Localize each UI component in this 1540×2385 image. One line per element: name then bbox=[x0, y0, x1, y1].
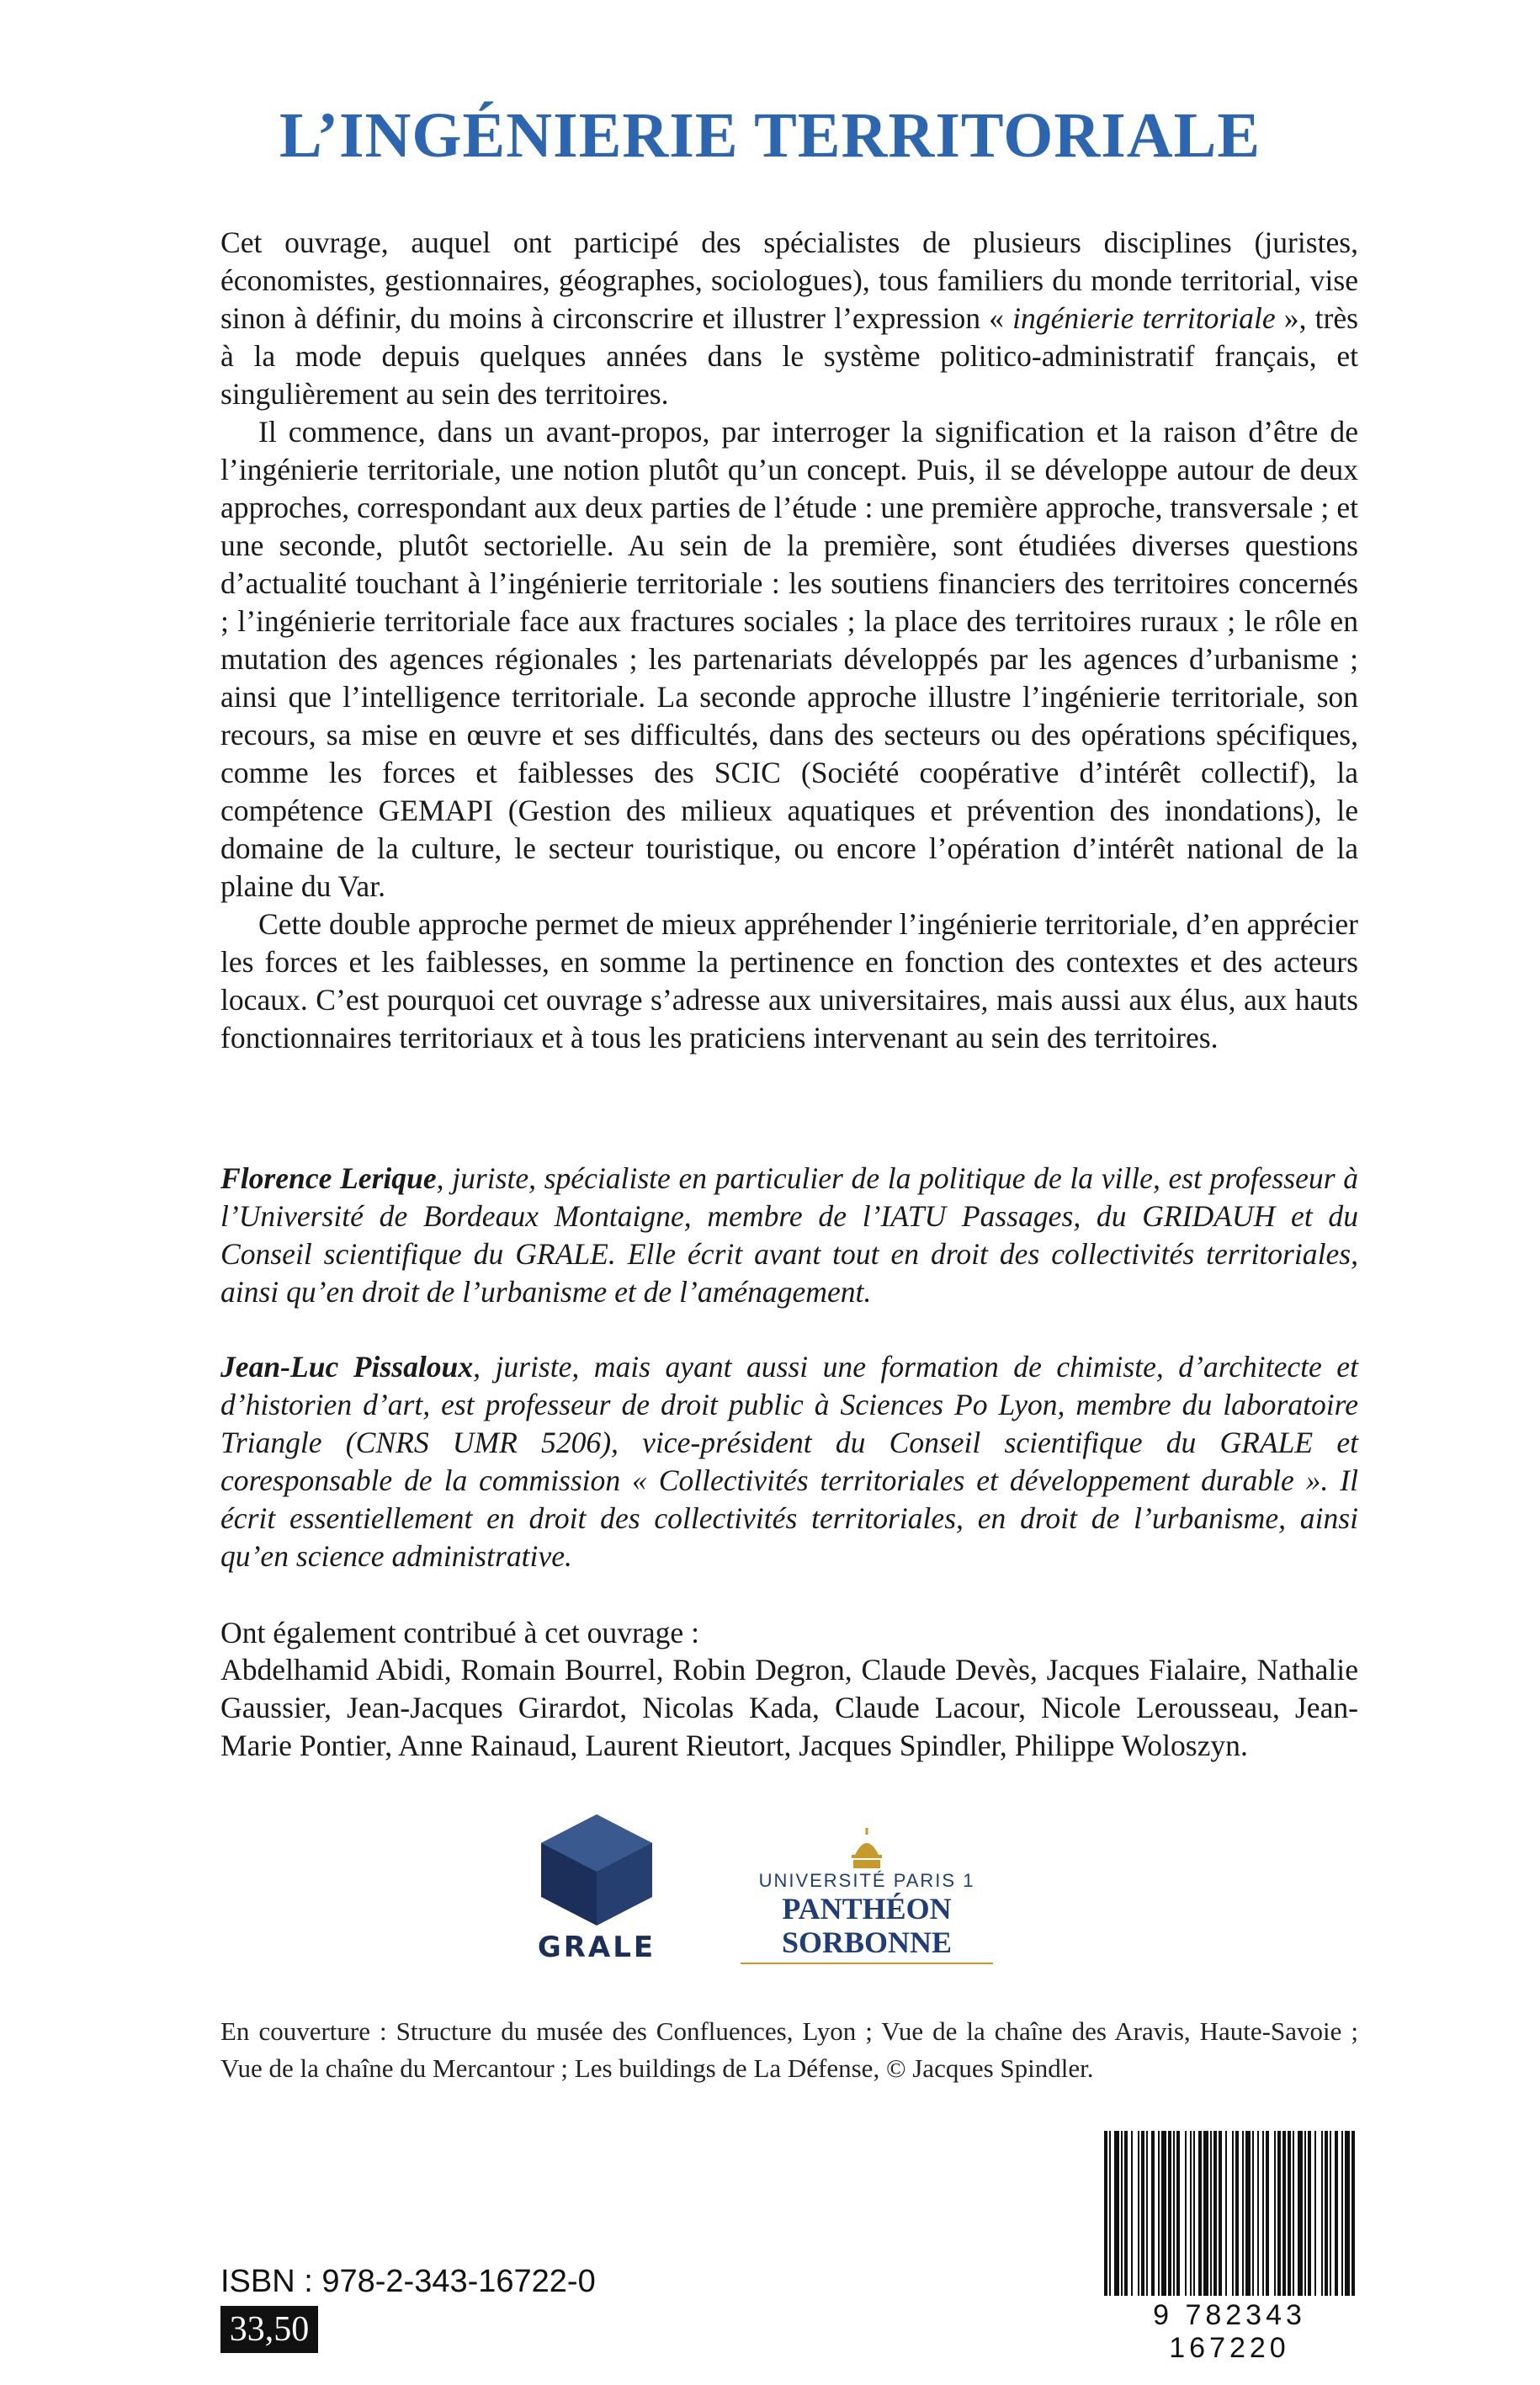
sorbonne-underline bbox=[741, 1963, 993, 1964]
summary-p1-start: Cet ouvrage, auquel ont participé des spécialistes de plusieurs disciplines (juristes, économistes, gestionnaires, géographes, sociologues), tous familiers du monde territorial, vise sinon à définir, du moins à circonscrire et illustrer l’expression « bbox=[220, 226, 1358, 335]
sorbonne-dome-icon bbox=[848, 1828, 885, 1868]
summary-paragraph-3: Cette double approche permet de mieux appréhender l’ingénierie territoriale, d’en apprécier les forces et les faiblesses, en somme la pertinence en fonction des contextes et des acteurs locaux. C’est pourquoi cet ouvrage s’adresse aux universitaires, mais aussi aux élus, aux hauts fonctionnaires territoriaux et à tous les praticiens intervenant au sein des territoires. bbox=[220, 907, 1358, 1054]
barcode-bar bbox=[1262, 2131, 1264, 2296]
summary-p1-end: », très à la mode depuis quelques années dans le système politico-administratif français, et singulièrement au sein des territoires. bbox=[220, 301, 1358, 411]
barcode-bar bbox=[1345, 2131, 1350, 2296]
barcode-bar bbox=[1210, 2131, 1212, 2296]
contributors-intro: Ont également contribué à cet ouvrage : bbox=[220, 1616, 700, 1649]
barcode-bar bbox=[1314, 2131, 1316, 2296]
barcode-bar bbox=[1213, 2131, 1217, 2296]
barcode-bar bbox=[1252, 2131, 1254, 2296]
sorbonne-university-name: PANTHÉON SORBONNE bbox=[781, 1892, 953, 1959]
barcode-bar bbox=[1277, 2131, 1281, 2296]
barcode-bar bbox=[1185, 2131, 1187, 2296]
barcode-bar bbox=[1266, 2131, 1269, 2296]
summary-p1-term: ingénierie territoriale bbox=[1012, 301, 1276, 335]
author-bio-1 bbox=[220, 1160, 1358, 1311]
barcode-bar bbox=[1330, 2131, 1331, 2296]
barcode-bar bbox=[1193, 2131, 1195, 2296]
barcode-bar bbox=[1176, 2131, 1180, 2296]
barcode-bar bbox=[1104, 2131, 1107, 2296]
grale-logo-text: GRALE bbox=[537, 1931, 656, 1964]
barcode-bar bbox=[1335, 2131, 1338, 2296]
barcode-bar bbox=[1158, 2131, 1160, 2296]
author-bio-2 bbox=[220, 1348, 1358, 1575]
barcode-bar bbox=[1245, 2131, 1251, 2296]
barcode-bar bbox=[1341, 2131, 1343, 2296]
isbn: ISBN : 978-2-343-16722-0 bbox=[220, 2264, 596, 2299]
barcode-bar bbox=[1151, 2131, 1155, 2296]
barcode-bar bbox=[1304, 2131, 1306, 2296]
barcode-bar bbox=[1257, 2131, 1259, 2296]
barcode-bar bbox=[1219, 2131, 1222, 2296]
grale-hexagon-icon bbox=[534, 1811, 660, 1929]
barcode-bar bbox=[1351, 2131, 1355, 2296]
barcode-bar bbox=[1138, 2131, 1139, 2296]
barcode-bar bbox=[1308, 2131, 1311, 2296]
barcode-bar bbox=[1173, 2131, 1175, 2296]
author-name-1: Florence Lerique bbox=[220, 1161, 437, 1195]
barcode-bar bbox=[1203, 2131, 1208, 2296]
barcode-bar bbox=[1288, 2131, 1291, 2296]
author-name-2: Jean-Luc Pissaloux bbox=[220, 1350, 474, 1384]
barcode-bar bbox=[1168, 2131, 1171, 2296]
summary-paragraph-2: Il commence, dans un avant-propos, par interroger la signification et la raison d’être de l’ingénierie territoriale, une notion plutôt qu’un concept. Puis, il se développe autour de deux approches, correspondant aux deux parties de l’étude : une première approche, transversale ; et une seconde, plutôt sectorielle. Au sein de la première, sont étudiées diverses questions d’actualité touchant à l’ingénierie territoriale : les soutiens financiers des territoires concernés ; l’ingénierie territoriale face aux fractures sociales ; la place des territoires ruraux ; le rôle en mutation des agences régionales ; les partenariats développés par les agences d’urbanisme ; ainsi que l’intelligence territoriale. La seconde approche illustre l’ingénierie territoriale, son recours, sa mise en œuvre et ses difficultés, dans des secteurs ou des opérations spécifiques, comme les forces et faiblesses des SCIC (Société coopérative d’intérêt collectif), la compétence GEMAPI (Gestion des milieux aquatiques et prévention des inondations), le domaine de la culture, le secteur touristique, ou encore l’opération d’intérêt national de la plaine du Var. bbox=[220, 415, 1358, 903]
barcode-bar bbox=[1109, 2131, 1111, 2296]
barcode-bar bbox=[1225, 2131, 1227, 2296]
book-title: L’INGÉNIERIE TERRITORIALE bbox=[279, 100, 1261, 171]
sorbonne-university-label: UNIVERSITÉ PARIS 1 bbox=[758, 1870, 975, 1891]
sorbonne-logo bbox=[698, 1828, 1035, 1964]
barcode-bar bbox=[1298, 2131, 1303, 2296]
barcode-bar bbox=[1190, 2131, 1192, 2296]
barcode-bar bbox=[1114, 2131, 1119, 2296]
author-bio-text-2: , juriste, mais ayant aussi une formation de chimiste, d’architecte et d’historien d’art, est professeur de droit public à Sciences Po Lyon, membre du laboratoire Triangle (CNRS UMR 5206), vice-président du Conseil scientifique du GRALE et coresponsable de la commission « Collectivités territoriales et développement durable ». Il écrit essentiellement en droit des collectivités territoriales, en droit de l’urbanisme, ainsi qu’en science administrative. bbox=[220, 1350, 1358, 1573]
barcode-bar bbox=[1131, 2131, 1133, 2296]
barcode-bar bbox=[1146, 2131, 1148, 2296]
barcode-bar bbox=[1282, 2131, 1286, 2296]
barcode-bar bbox=[1321, 2131, 1323, 2296]
summary-paragraph-1 bbox=[220, 224, 1358, 413]
barcode-bar bbox=[1124, 2131, 1128, 2296]
barcode-bar bbox=[1161, 2131, 1166, 2296]
barcode-digits: 9 782343 167220 bbox=[1153, 2299, 1306, 2364]
barcode-bar bbox=[1235, 2131, 1239, 2296]
price-tag: 33,50 bbox=[220, 2306, 318, 2353]
barcode-bar bbox=[1141, 2131, 1144, 2296]
summary-text bbox=[220, 224, 1358, 1057]
barcode-bar bbox=[1198, 2131, 1202, 2296]
contributors-list: Abdelhamid Abidi, Romain Bourrel, Robin Degron, Claude Devès, Jacques Fialaire, Nathalie Gaussier, Jean-Jacques Girardot, Nicolas Kada, Claude Lacour, Nicole Lerousseau, Jean-Marie Pontier, Anne Rainaud, Laurent Rieutort, Jacques Spindler, Philippe Woloszyn. bbox=[220, 1653, 1358, 1762]
author-bio-text-1: , juriste, spécialiste en particulier de la politique de la ville, est professeur à l’Université de Bordeaux Montaigne, membre de l’IATU Passages, du GRIDAUH et du Conseil scientifique du GRALE. Elle écrit avant tout en droit des collectivités territoriales, ainsi qu’en droit de l’urbanisme et de l’aménagement. bbox=[220, 1161, 1358, 1309]
barcode-bar bbox=[1325, 2131, 1328, 2296]
barcode-bar bbox=[1232, 2131, 1234, 2296]
barcode-bar bbox=[1242, 2131, 1244, 2296]
barcode-bar bbox=[1274, 2131, 1276, 2296]
barcode-bar bbox=[1121, 2131, 1123, 2296]
barcode-bar bbox=[1293, 2131, 1294, 2296]
cover-credit: En couverture : Structure du musée des Confluences, Lyon ; Vue de la chaîne des Aravis, Haute-Savoie ; Vue de la chaîne du Mercantour ; Les buildings de La Défense, © Jacques Spindler. bbox=[220, 2016, 1358, 2083]
